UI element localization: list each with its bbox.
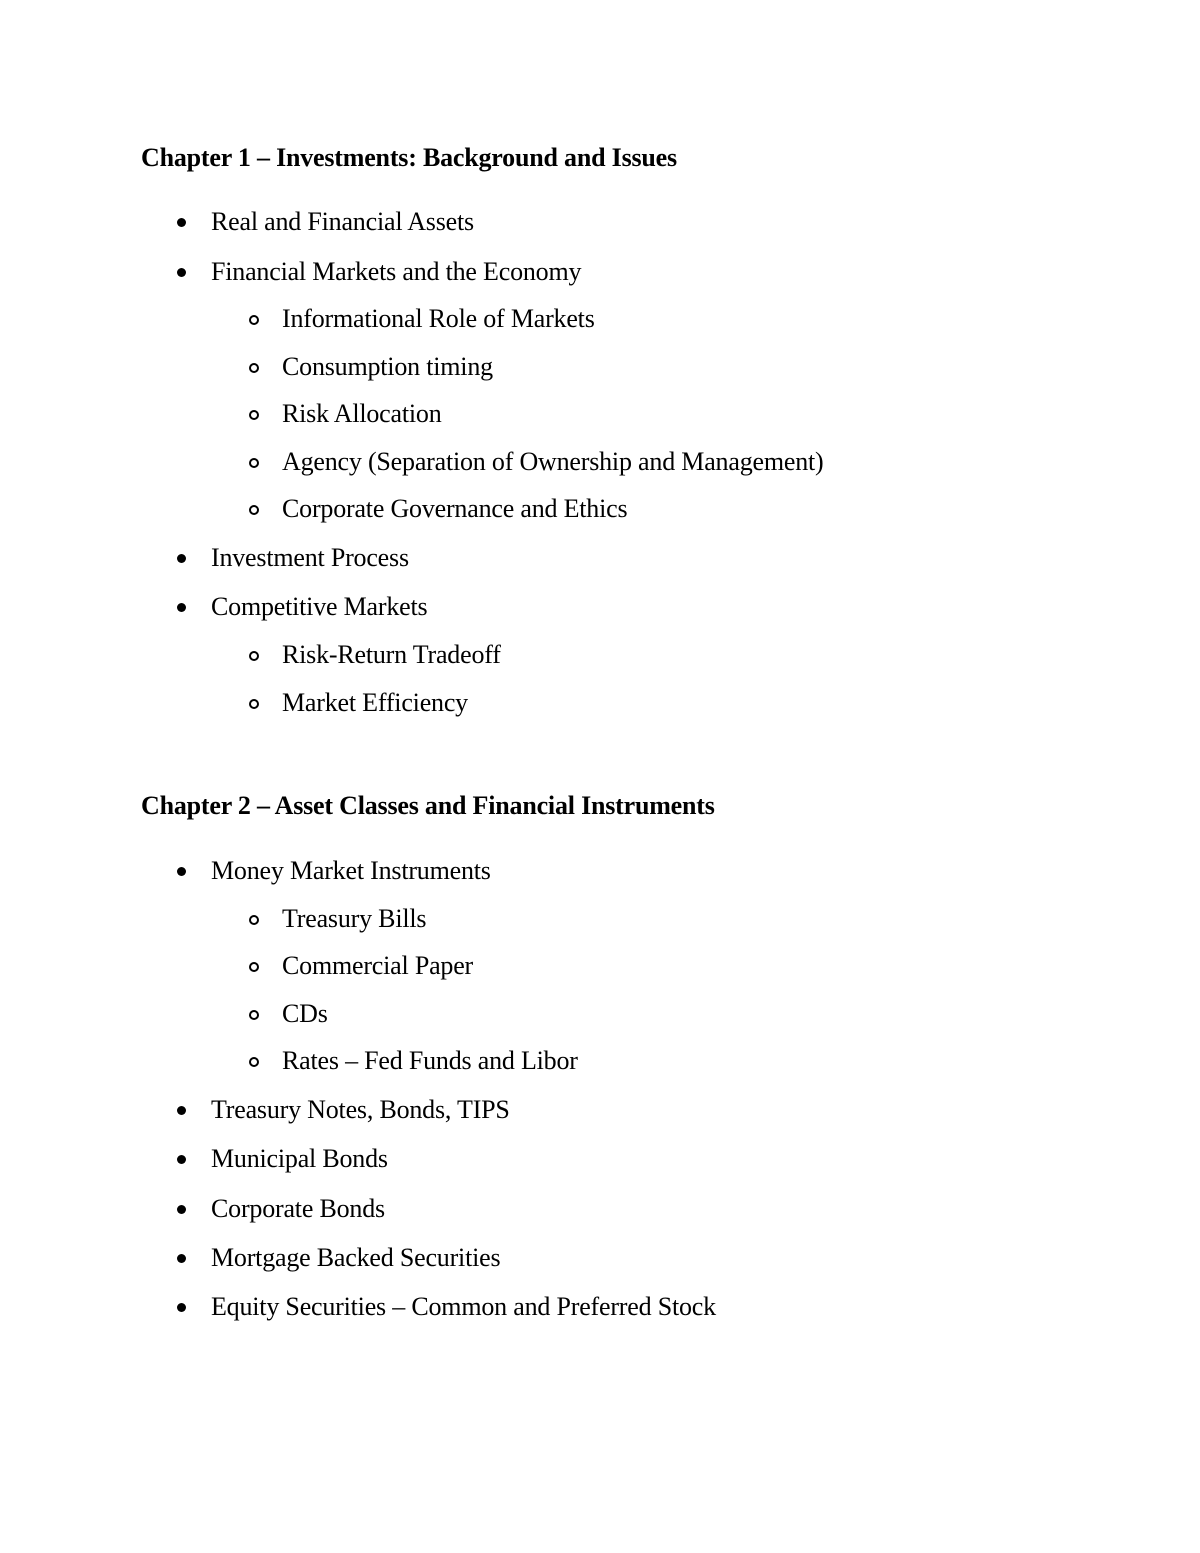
bullet-icon [177, 1205, 186, 1214]
list-item-text: Real and Financial Assets [211, 207, 474, 236]
bullet-icon [177, 218, 186, 227]
bullet-icon [177, 1155, 186, 1164]
list-item-text: Market Efficiency [282, 688, 468, 717]
list-item-text: Treasury Bills [282, 904, 427, 933]
sub-list-item [282, 951, 473, 981]
hollow-bullet-icon [249, 1057, 259, 1067]
bullet-icon [177, 1254, 186, 1263]
bullet-icon [177, 554, 186, 563]
list-item-text: Investment Process [211, 543, 409, 572]
bullet-icon [177, 1303, 186, 1312]
hollow-bullet-icon [249, 1010, 259, 1020]
list-item-text: Risk Allocation [282, 399, 442, 428]
hollow-bullet-icon [249, 651, 259, 661]
list-item-text: Informational Role of Markets [282, 304, 595, 333]
sub-list-item [282, 640, 501, 670]
hollow-bullet-icon [249, 458, 259, 468]
sub-list-item [282, 304, 595, 334]
list-item [211, 1144, 388, 1174]
sub-list-item [282, 352, 493, 382]
list-item [211, 1095, 510, 1125]
list-item-text: Corporate Governance and Ethics [282, 494, 628, 523]
hollow-bullet-icon [249, 699, 259, 709]
chapter-1-heading: Chapter 1 – Investments: Background and Issues [141, 143, 677, 172]
bullet-icon [177, 1106, 186, 1115]
list-item-text: Consumption timing [282, 352, 493, 381]
list-item-text: CDs [282, 999, 328, 1028]
bullet-icon [177, 603, 186, 612]
sub-list-item [282, 904, 426, 934]
chapter-2-heading: Chapter 2 – Asset Classes and Financial Instruments [141, 791, 715, 820]
list-item [211, 856, 491, 886]
hollow-bullet-icon [249, 915, 259, 925]
sub-list-item [282, 1046, 578, 1076]
bullet-icon [177, 268, 186, 277]
hollow-bullet-icon [249, 363, 259, 373]
bullet-icon [177, 867, 186, 876]
list-item-text: Equity Securities – Common and Preferred Stock [211, 1292, 716, 1321]
hollow-bullet-icon [249, 505, 259, 515]
list-item [211, 1243, 500, 1273]
sub-list-item [282, 447, 823, 477]
hollow-bullet-icon [249, 315, 259, 325]
list-item-text: Agency (Separation of Ownership and Management) [282, 447, 824, 476]
list-item-text: Corporate Bonds [211, 1194, 385, 1223]
list-item-text: Competitive Markets [211, 592, 428, 621]
list-item-text: Commercial Paper [282, 951, 474, 980]
sub-list-item [282, 494, 627, 524]
list-item-text: Rates – Fed Funds and Libor [282, 1046, 578, 1075]
sub-list-item [282, 999, 328, 1029]
list-item [211, 592, 427, 622]
list-item-text: Financial Markets and the Economy [211, 257, 582, 286]
list-item [211, 1194, 385, 1224]
list-item-text: Risk-Return Tradeoff [282, 640, 501, 669]
list-item-text: Municipal Bonds [211, 1144, 388, 1173]
sub-list-item [282, 688, 468, 718]
sub-list-item [282, 399, 442, 429]
list-item-text: Mortgage Backed Securities [211, 1243, 501, 1272]
hollow-bullet-icon [249, 410, 259, 420]
list-item [211, 1292, 716, 1322]
list-item-text: Treasury Notes, Bonds, TIPS [211, 1095, 510, 1124]
list-item [211, 257, 581, 287]
list-item [211, 543, 409, 573]
list-item-text: Money Market Instruments [211, 856, 491, 885]
hollow-bullet-icon [249, 962, 259, 972]
list-item [211, 207, 474, 237]
